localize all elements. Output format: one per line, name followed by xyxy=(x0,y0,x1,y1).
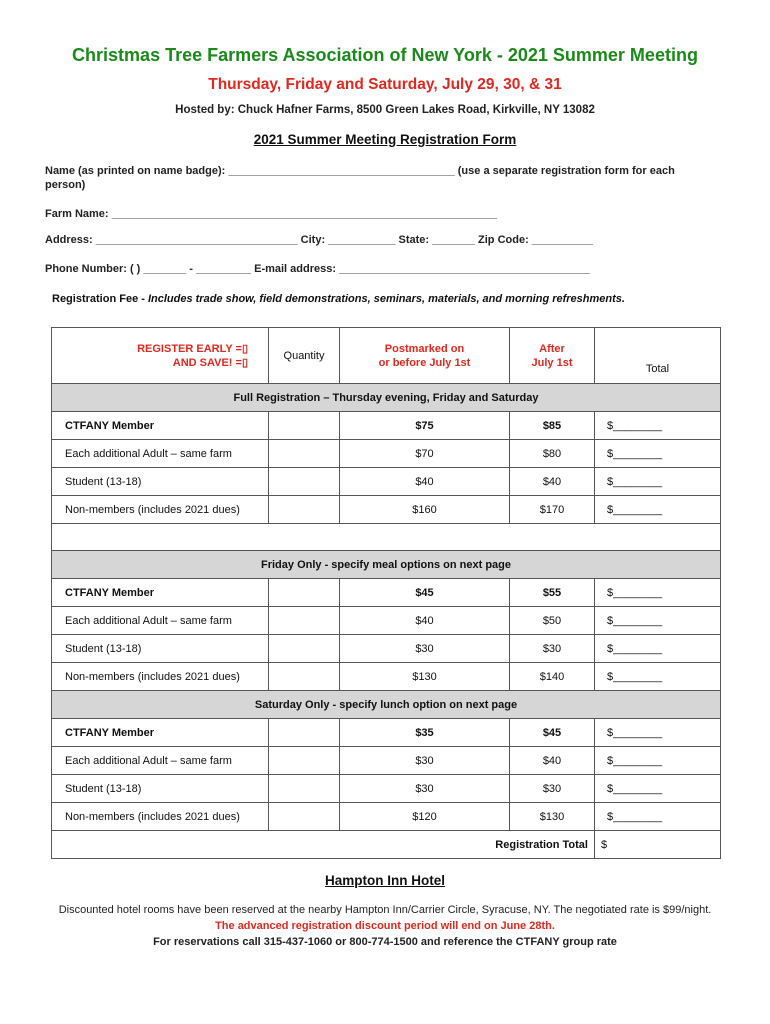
row-total-cell[interactable]: $________ xyxy=(595,719,721,747)
row-label: Student (13-18) xyxy=(52,468,269,496)
early-price: $45 xyxy=(340,579,510,607)
registration-total-value[interactable]: $ xyxy=(595,831,721,859)
page-title: Christmas Tree Farmers Association of New York - 2021 Summer Meeting xyxy=(72,45,698,65)
fee-label: Registration Fee - xyxy=(52,293,148,305)
table-row xyxy=(52,719,721,747)
table-row xyxy=(52,496,721,524)
row-total-cell[interactable]: $________ xyxy=(595,663,721,691)
quantity-cell[interactable] xyxy=(269,663,340,691)
registration-table xyxy=(51,327,721,859)
quantity-cell[interactable] xyxy=(269,747,340,775)
box-icon: ▯ xyxy=(241,342,248,355)
fee-description: Includes trade show, field demonstrations, seminars, materials, and morning refreshments. xyxy=(147,293,625,305)
early-price: $160 xyxy=(340,496,510,524)
row-total-cell[interactable]: $________ xyxy=(595,803,721,831)
quantity-cell[interactable] xyxy=(269,468,340,496)
row-label: CTFANY Member xyxy=(52,719,269,747)
row-total-cell[interactable]: $________ xyxy=(595,496,721,524)
quantity-cell[interactable] xyxy=(269,635,340,663)
table-row xyxy=(52,440,721,468)
row-total-cell[interactable]: $________ xyxy=(595,775,721,803)
late-price: $30 xyxy=(510,775,595,803)
early-price: $30 xyxy=(340,747,510,775)
early-price: $40 xyxy=(340,468,510,496)
row-label: Student (13-18) xyxy=(52,635,269,663)
early-price: $120 xyxy=(340,803,510,831)
row-total-cell[interactable]: $________ xyxy=(595,440,721,468)
box-icon: ▯ xyxy=(241,356,248,369)
row-label: Non-members (includes 2021 dues) xyxy=(52,496,269,524)
late-price: $40 xyxy=(510,747,595,775)
early-price: $35 xyxy=(340,719,510,747)
late-price: $40 xyxy=(510,468,595,496)
section-header-row xyxy=(52,691,721,719)
form-title: 2021 Summer Meeting Registration Form xyxy=(253,132,517,147)
late-price: $85 xyxy=(510,412,595,440)
table-row xyxy=(52,635,721,663)
early-price: $70 xyxy=(340,440,510,468)
section-header-row xyxy=(52,551,721,579)
section-title: Full Registration – Thursday evening, Friday and Saturday xyxy=(52,384,721,412)
quantity-header: Quantity xyxy=(269,328,340,384)
late-price: $55 xyxy=(510,579,595,607)
register-early-header: REGISTER EARLY =▯ AND SAVE! =▯ xyxy=(52,328,269,384)
spacer-row xyxy=(52,524,721,551)
row-label: Non-members (includes 2021 dues) xyxy=(52,663,269,691)
name-field[interactable]: Name (as printed on name badge): _____________________________________ (use a separate registration form for each xyxy=(45,165,675,177)
early-price: $75 xyxy=(340,412,510,440)
reservation-info: For reservations call 315-437-1060 or 800-774-1500 and reference the CTFANY group rate xyxy=(153,936,617,948)
quantity-cell[interactable] xyxy=(269,803,340,831)
row-total-cell[interactable]: $________ xyxy=(595,747,721,775)
quantity-cell[interactable] xyxy=(269,719,340,747)
row-total-cell[interactable]: $________ xyxy=(595,635,721,663)
discount-deadline-note: The advanced registration discount period will end on June 28th. xyxy=(215,920,555,932)
row-total-cell[interactable]: $________ xyxy=(595,412,721,440)
table-row xyxy=(52,607,721,635)
row-total-cell[interactable]: $________ xyxy=(595,607,721,635)
quantity-cell[interactable] xyxy=(269,412,340,440)
hotel-title: Hampton Inn Hotel xyxy=(325,873,445,888)
table-row xyxy=(52,579,721,607)
early-price: $30 xyxy=(340,635,510,663)
quantity-cell[interactable] xyxy=(269,775,340,803)
phone-email-field[interactable]: Phone Number: ( ) _______ - _________ E-mail address: _________________________________________ xyxy=(45,263,590,275)
table-header-row xyxy=(52,328,721,384)
row-label: Student (13-18) xyxy=(52,775,269,803)
row-label: Non-members (includes 2021 dues) xyxy=(52,803,269,831)
total-header: Total xyxy=(595,328,721,384)
registration-fee-line xyxy=(52,293,625,305)
row-label: Each additional Adult – same farm xyxy=(52,440,269,468)
quantity-cell[interactable] xyxy=(269,440,340,468)
address-field[interactable]: Address: _________________________________ City: ___________ State: _______ Zip Code: __________ xyxy=(45,234,593,246)
early-price: $40 xyxy=(340,607,510,635)
early-price: $130 xyxy=(340,663,510,691)
table-row xyxy=(52,747,721,775)
late-price: $80 xyxy=(510,440,595,468)
early-price: $30 xyxy=(340,775,510,803)
name-field-continued: person) xyxy=(45,179,86,191)
section-title: Saturday Only - specify lunch option on next page xyxy=(52,691,721,719)
registration-total-label: Registration Total xyxy=(52,831,595,859)
quantity-cell[interactable] xyxy=(269,579,340,607)
quantity-cell[interactable] xyxy=(269,496,340,524)
quantity-cell[interactable] xyxy=(269,607,340,635)
row-total-cell[interactable]: $________ xyxy=(595,579,721,607)
late-price: $50 xyxy=(510,607,595,635)
hotel-description: Discounted hotel rooms have been reserved at the nearby Hampton Inn/Carrier Circle, Syracuse, NY. The negotiated rate is $99/night. xyxy=(58,904,712,916)
late-price: $130 xyxy=(510,803,595,831)
row-label: Each additional Adult – same farm xyxy=(52,747,269,775)
section-title: Friday Only - specify meal options on next page xyxy=(52,551,721,579)
late-price: $170 xyxy=(510,496,595,524)
section-header-row xyxy=(52,384,721,412)
table-row xyxy=(52,663,721,691)
row-label: CTFANY Member xyxy=(52,579,269,607)
late-price: $140 xyxy=(510,663,595,691)
table-row xyxy=(52,775,721,803)
late-price-header: After July 1st xyxy=(510,328,595,384)
host-info: Hosted by: Chuck Hafner Farms, 8500 Green Lakes Road, Kirkville, NY 13082 xyxy=(175,104,595,116)
table-row xyxy=(52,803,721,831)
row-label: Each additional Adult – same farm xyxy=(52,607,269,635)
registration-total-row xyxy=(52,831,721,859)
row-total-cell[interactable]: $________ xyxy=(595,468,721,496)
late-price: $45 xyxy=(510,719,595,747)
row-label: CTFANY Member xyxy=(52,412,269,440)
table-row xyxy=(52,468,721,496)
table-row xyxy=(52,412,721,440)
event-dates: Thursday, Friday and Saturday, July 29, 30, & 31 xyxy=(208,76,562,93)
late-price: $30 xyxy=(510,635,595,663)
early-price-header: Postmarked on or before July 1st xyxy=(340,328,510,384)
farm-name-field[interactable]: Farm Name: _______________________________________________________________ xyxy=(45,208,498,220)
